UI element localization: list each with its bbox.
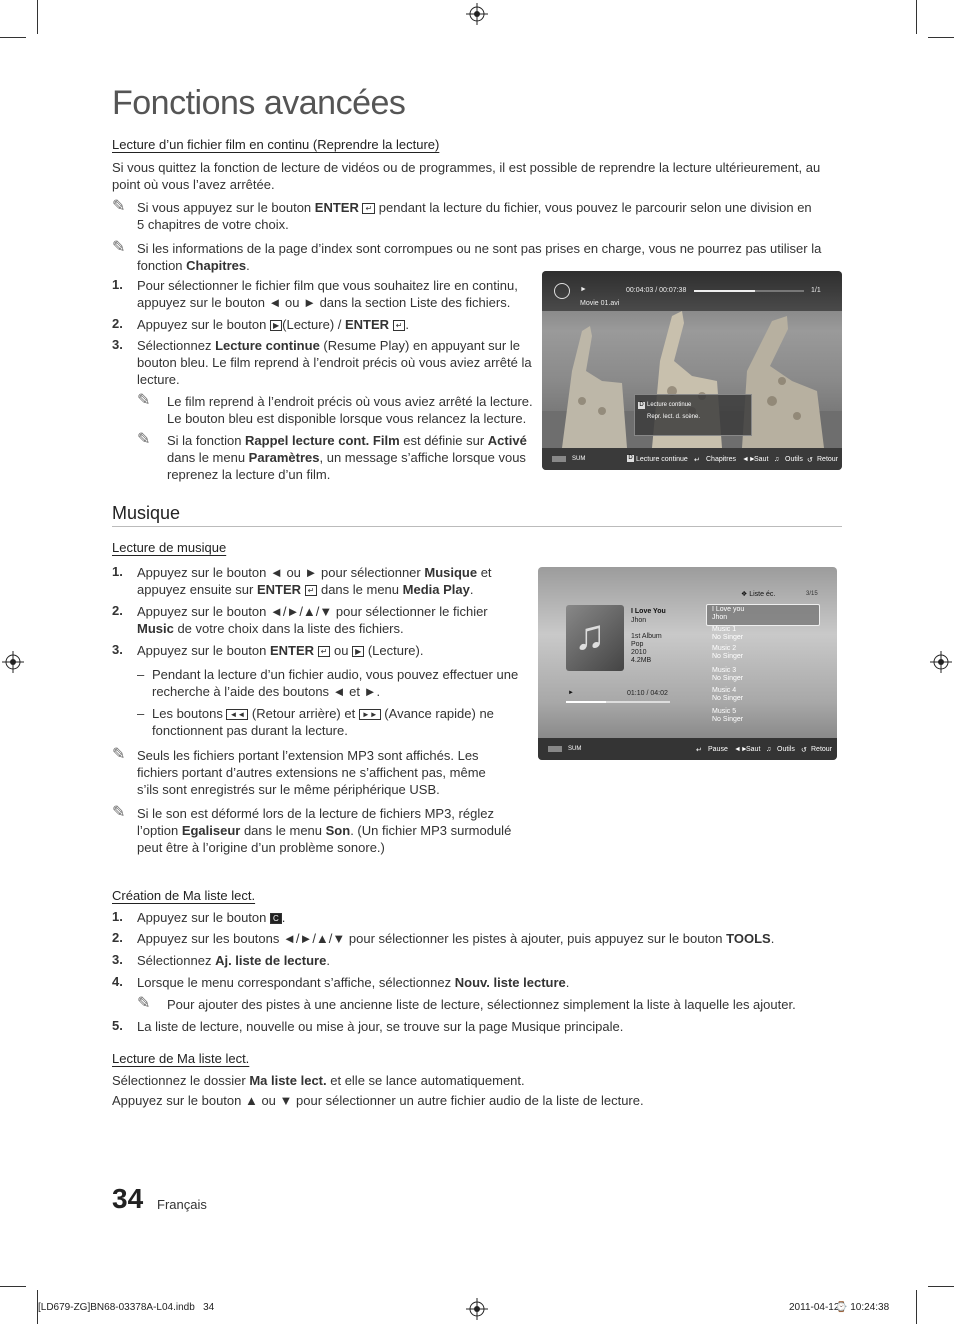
step-text: La liste de lecture, nouvelle ou mise à jour, se trouve sur la page Musique principale. [137,1019,624,1034]
enter-icon: ↵ [393,320,406,331]
jump-button[interactable]: Saut [754,456,769,463]
album-art [566,605,624,671]
step-number: 3. [112,337,123,352]
note-icon: ✎ [137,392,151,409]
return-button[interactable]: Retour [817,456,839,463]
music-button-bar [538,738,837,760]
step-text: Appuyez sur les boutons ◄/►/▲/▼ pour sélectionner les pistes à ajouter, puis appuyez sur le bouton TOOLS. [137,931,775,946]
file-count: 1/1 [811,287,821,294]
print-date: 2011-04-12 [789,1302,840,1313]
file-info: [LD679-ZG]BN68-03378A-L04.indb 34 [38,1302,215,1313]
video-time: 00:04:03 / 00:07:38 [626,287,687,294]
section-heading: Lecture d’un fichier film en continu (Reprendre la lecture) [112,137,440,152]
d-button-icon: D [628,455,633,461]
list-item[interactable] [712,645,822,661]
bullet-text: Les boutons ◄◄ (Retour arrière) et ►► (Avance rapide) ne fonctionnent pas durant la lecture. [152,706,494,738]
list-item[interactable] [712,708,822,724]
tools-icon: ♫ [766,746,772,753]
chapters-button[interactable]: Chapitres [706,456,736,463]
note-text: Si la fonction Rappel lecture cont. Film est définie sur Activé dans le menu Paramètres, un message s’affiche lorsque vous reprenez la lecture d’un film. [167,433,527,482]
track-title: Music 4 [712,687,737,694]
step-number: 5. [112,1018,123,1033]
note-icon: ✎ [137,995,151,1012]
step-number: 2. [112,930,123,945]
play-icon: ► [568,690,574,696]
body-text: Sélectionnez le dossier Ma liste lect. et elle se lance automatiquement. [112,1073,525,1088]
tools-icon: ♫ [774,456,780,463]
left-right-icon: ◄► [742,456,756,463]
note-text: Le film reprend à l’endroit précis où vous aviez arrêté la lecture. Le bouton bleu est disponible lorsque vous relancez la lecture. [167,394,533,426]
list-icon: ❖ [741,591,748,598]
step-number: 2. [112,603,123,618]
note-icon: ✎ [112,239,126,256]
return-icon: ↺ [807,457,813,464]
song-artist: Jhon [631,617,647,624]
step-number: 1. [112,277,123,292]
video-button-bar [542,448,842,470]
track-title: Music 5 [712,708,737,715]
note-text: Si vous appuyez sur le bouton ENTER ↵ pendant la lecture du fichier, vous pouvez le parcourir selon une division en 5 chapitres de votre choix. [137,200,812,232]
song-size: 4.2MB [631,657,652,664]
popup-subtitle: Repr. lect. d. scène. [647,414,701,420]
play-icon: ▶ [270,320,282,331]
step-text: Lorsque le menu correspondant s’affiche, sélectionnez Nouv. liste lecture. [137,975,570,990]
tools-button[interactable]: Outils [785,456,803,463]
return-button[interactable]: Retour [811,746,833,753]
enter-icon: ↵ [318,646,331,657]
usb-icon [548,746,562,752]
step-number: 3. [112,642,123,657]
track-artist: No Singer [712,695,744,702]
note-icon: ✎ [112,746,126,763]
enter-icon: ↵ [305,585,318,596]
play-icon: ► [580,286,587,293]
musique-heading: Musique [112,503,181,523]
section-heading: Création de Ma liste lect. [112,888,256,903]
song-time: 01:10 / 04:02 [627,690,668,697]
list-item[interactable] [712,667,822,683]
song-title: I Love You [631,608,666,615]
note-text: Si le son est déformé lors de la lecture de fichiers MP3, réglez l’option Egaliseur dans le menu Son. (Un fichier MP3 surmodulé peut être à l’origine d’un problème sonore.) [137,806,512,855]
sum-label: SUM [572,456,586,462]
print-time: ⌚ 10:24:38 [835,1302,890,1313]
step-number: 1. [112,564,123,579]
step-number: 1. [112,909,123,924]
section-heading: Lecture de musique [112,540,227,555]
intro-text: Si vous quittez la fonction de lecture de vidéos ou de programmes, il est possible de reprendre la lecture ultérieurement, au point où vous l’avez arrêtée. [112,160,821,192]
resume-popup[interactable] [634,394,752,436]
note-text: Seuls les fichiers portant l’extension MP3 sont affichés. Les fichiers portant d’autres extensions ne s’affichent pas, même s’ils sont enregistrés sur le même périphérique USB. [137,748,486,797]
tools-button[interactable]: Outils [777,746,795,753]
film-reel-icon [554,283,570,299]
list-view-label: ❖ Liste éc. [741,591,776,598]
step-number: 2. [112,316,123,331]
step-text: Sélectionnez Aj. liste de lecture. [137,953,330,968]
track-artist: No Singer [712,634,744,641]
list-item[interactable] [712,687,822,703]
page-number: 34 [112,1183,144,1214]
progress-bar [694,290,804,292]
progress-bar [566,701,670,703]
left-right-icon: ◄► [734,746,748,753]
music-player-screenshot [538,567,837,760]
step-number: 4. [112,974,123,989]
step-text: Appuyez sur le bouton ◄/►/▲/▼ pour sélectionner le fichier Music de votre choix dans la liste des fichiers. [137,604,488,636]
music-note-icon: ♫ [574,611,606,658]
track-artist: No Singer [712,716,744,723]
track-artist: Jhon [712,614,728,621]
jump-button[interactable]: Saut [746,746,761,753]
song-album: 1st Album [631,633,662,640]
page-title: Fonctions avancées [112,84,406,122]
song-genre: Pop [631,641,644,648]
section-heading: Lecture de Ma liste lect. [112,1051,250,1066]
play-icon: ▶ [352,646,364,657]
step-text: Appuyez sur le bouton ◄ ou ► pour sélectionner Musique et appuyez ensuite sur ENTER ↵ dans le menu Media Play. [137,565,492,597]
bullet-text: Pendant la lecture d’un fichier audio, vous pouvez effectuer une recherche à l’aide des boutons ◄ et ►. [152,667,519,699]
registration-mark-icon [466,3,488,25]
note-icon: ✎ [137,431,151,448]
track-artist: No Singer [712,653,744,660]
step-text: Pour sélectionner le fichier film que vous souhaitez lire en continu, appuyez sur le bouton ◄ ou ► dans la section Liste des fichiers. [137,278,518,310]
track-title: Music 1 [712,626,737,633]
list-item[interactable] [712,606,822,622]
track-count: 3/15 [806,591,818,597]
enter-icon: ↵ [696,747,702,754]
note-icon: ✎ [112,198,126,215]
enter-icon: ↵ [362,203,375,214]
step-text: Appuyez sur le bouton C . [137,910,286,925]
step-text: Sélectionnez Lecture continue (Resume Play) en appuyant sur le bouton bleu. Le film reprend à l’endroit précis où vous aviez arrêté la lecture. [137,338,532,387]
language-label: Français [157,1197,207,1212]
pause-button[interactable]: Pause [708,746,728,753]
registration-mark-icon [930,651,952,673]
registration-mark-icon [2,651,24,673]
step-number: 3. [112,952,123,967]
step-text: Appuyez sur le bouton ENTER ↵ ou ▶ (Lecture). [137,643,424,658]
fast-forward-icon: ►► [359,709,381,720]
note-icon: ✎ [112,804,126,821]
list-item[interactable] [712,626,822,642]
usb-icon [552,456,566,462]
note-text: Si les informations de la page d’index sont corrompues ou ne sont pas prises en charge, vous ne pourrez pas utiliser la fonction Chapitres. [137,241,822,273]
song-year: 2010 [631,649,647,656]
sum-label: SUM [568,746,582,752]
rewind-icon: ◄◄ [226,709,248,720]
enter-icon: ↵ [694,457,700,464]
track-title: I Love you [712,606,745,613]
popup-title: Lecture continue [647,402,692,408]
resume-button[interactable]: Lecture continue [636,456,688,463]
step-text: Appuyez sur le bouton ▶ (Lecture) / ENTER ↵ . [137,317,410,332]
c-button-icon: C [270,913,282,924]
video-filename: Movie 01.avi [580,300,620,307]
track-artist: No Singer [712,675,744,682]
d-button-icon: D [639,402,644,408]
track-title: Music 3 [712,667,737,674]
registration-mark-icon [466,1298,488,1320]
body-text: Appuyez sur le bouton ▲ ou ▼ pour sélectionner un autre fichier audio de la liste de lecture. [112,1093,644,1108]
video-player-screenshot [542,271,842,470]
track-title: Music 2 [712,645,737,652]
return-icon: ↺ [801,747,807,754]
note-text: Pour ajouter des pistes à une ancienne liste de lecture, sélectionnez simplement la liste à laquelle les ajouter. [167,997,796,1012]
